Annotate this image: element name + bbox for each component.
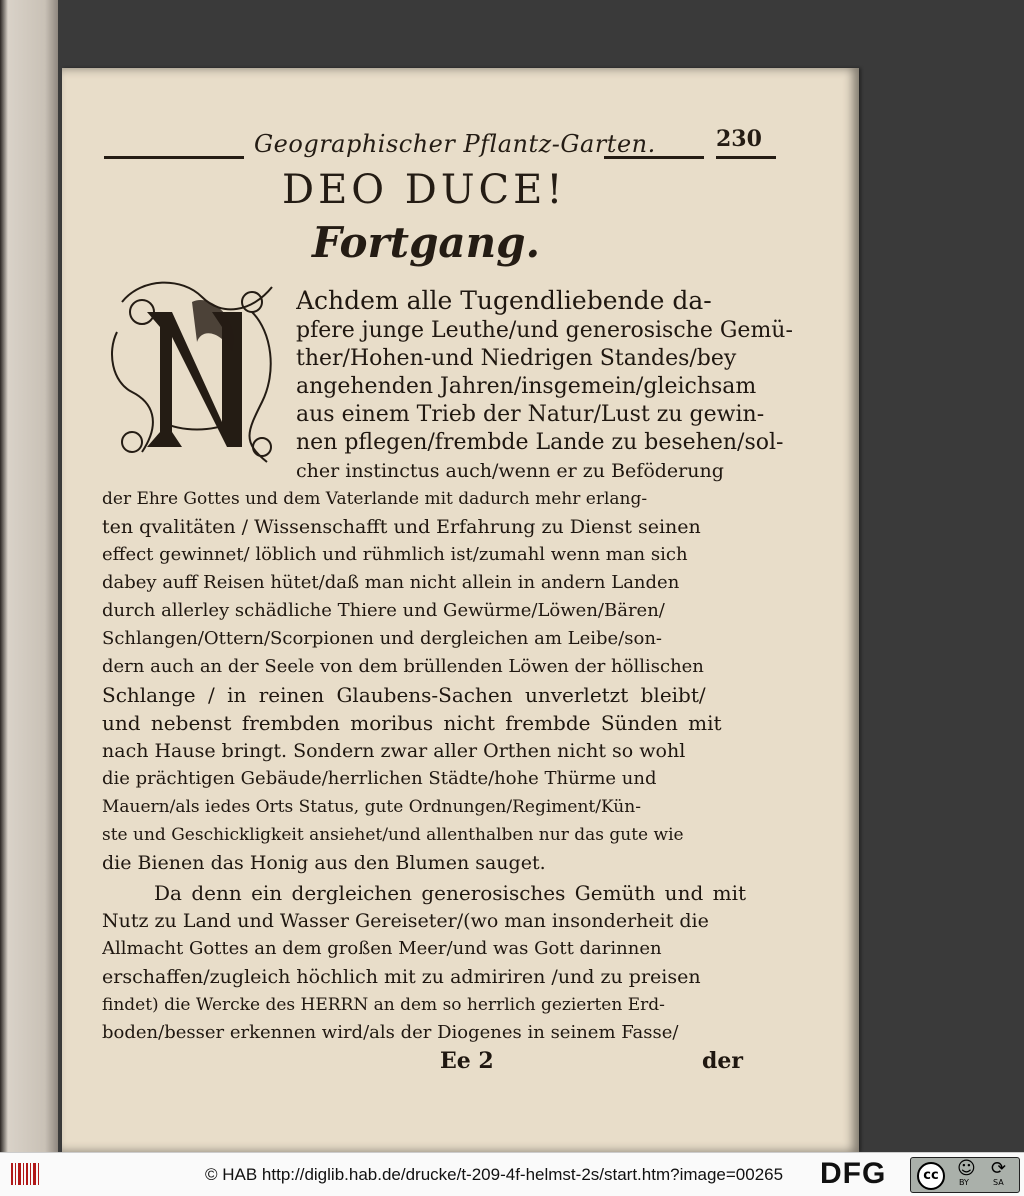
license-by: BY <box>959 1178 969 1187</box>
catchword: der <box>702 1048 743 1074</box>
text-line: ther/Hohen-und Niedrigen Standes/bey <box>296 346 737 371</box>
text-line: angehenden Jahren/insgemein/gleichsam <box>296 374 757 399</box>
text-line: aus einem Trieb der Natur/Lust zu gewin- <box>296 402 765 427</box>
header-rule-pagenum <box>716 156 776 159</box>
barcode-icon <box>10 1161 40 1187</box>
text-line: findet) die Wercke des HERRN an dem so herrlich gezierten Erd- <box>102 995 665 1015</box>
person-icon: ☺ <box>957 1158 976 1179</box>
text-line: boden/besser erkennen wird/als der Diogenes in seinem Fasse/ <box>102 1022 679 1043</box>
cc-icon: cc <box>917 1162 945 1190</box>
adjacent-page-edge <box>0 0 58 1152</box>
text-line: die Bienen das Honig aus den Blumen sauget. <box>102 852 546 874</box>
text-line: Allmacht Gottes an dem großen Meer/und was Gott darinnen <box>102 938 662 959</box>
license-sa: SA <box>993 1178 1004 1187</box>
text-line: Nutz zu Land und Wasser Gereiseter/(wo man insonderheit die <box>102 910 709 932</box>
source-link[interactable]: © HAB http://diglib.hab.de/drucke/t-209-4f-helmst-2s/start.htm?image=00265 <box>205 1165 784 1184</box>
text-line: nen pflegen/frembde Lande zu besehen/sol- <box>296 430 784 455</box>
text-line: ten qvalitäten / Wissenschafft und Erfahrung zu Dienst seinen <box>102 516 701 538</box>
text-line: die prächtigen Gebäude/herrlichen Städte/hohe Thürme und <box>102 768 657 789</box>
decorated-initial-n-icon <box>102 272 292 472</box>
signature-mark: Ee 2 <box>440 1048 494 1074</box>
text-line: der Ehre Gottes und dem Vaterlande mit dadurch mehr erlang- <box>102 489 648 509</box>
text-line: dern auch an der Seele von dem brüllenden Löwen der höllischen <box>102 656 704 677</box>
text-line: Schlange / in reinen Glaubens-Sachen unverletzt bleibt/ <box>102 683 706 707</box>
text-line: ste und Geschickligkeit ansiehet/und allenthalben nur das gute wie <box>102 825 684 845</box>
text-line: erschaffen/zugleich höchlich mit zu admiriren /und zu preisen <box>102 966 701 988</box>
text-line: durch allerley schädliche Thiere und Gewürme/Löwen/Bären/ <box>102 600 665 621</box>
text-line: pfere junge Leuthe/und generosische Gemü- <box>296 318 793 343</box>
text-line: Schlangen/Ottern/Scorpionen und dergleichen am Leibe/son- <box>102 628 662 649</box>
text-line: dabey auff Reisen hütet/daß man nicht allein in andern Landen <box>102 572 680 593</box>
footer-bar <box>0 1152 1024 1196</box>
share-alike-icon: ⟳ <box>991 1158 1007 1179</box>
text-line: nach Hause bringt. Sondern zwar aller Orthen nicht so wohl <box>102 740 686 762</box>
cc-license-badge[interactable] <box>910 1157 1020 1193</box>
text-line: Mauern/als iedes Orts Status, gute Ordnungen/Regiment/Kün- <box>102 797 641 817</box>
text-line: Da denn ein dergleichen generosisches Gemüth und mit <box>154 881 747 905</box>
header-rule-left <box>104 156 244 159</box>
page-number: 230 <box>716 126 762 152</box>
text-line: cher instinctus auch/wenn er zu Beföderung <box>296 460 724 482</box>
section-heading: Fortgang. <box>312 218 541 267</box>
text-line: effect gewinnet/ löblich und rühmlich ist/zumahl wenn man sich <box>102 544 688 565</box>
book-page <box>62 68 859 1152</box>
text-line: und nebenst frembden moribus nicht frembde Sünden mit <box>102 711 722 735</box>
running-header <box>104 126 804 170</box>
text-line: Achdem alle Tugendliebende da- <box>296 286 712 315</box>
running-title: Geographischer Pflantz-Garten. <box>254 130 656 158</box>
dfg-logo: DFG <box>820 1157 887 1190</box>
motto: DEO DUCE! <box>282 167 567 213</box>
